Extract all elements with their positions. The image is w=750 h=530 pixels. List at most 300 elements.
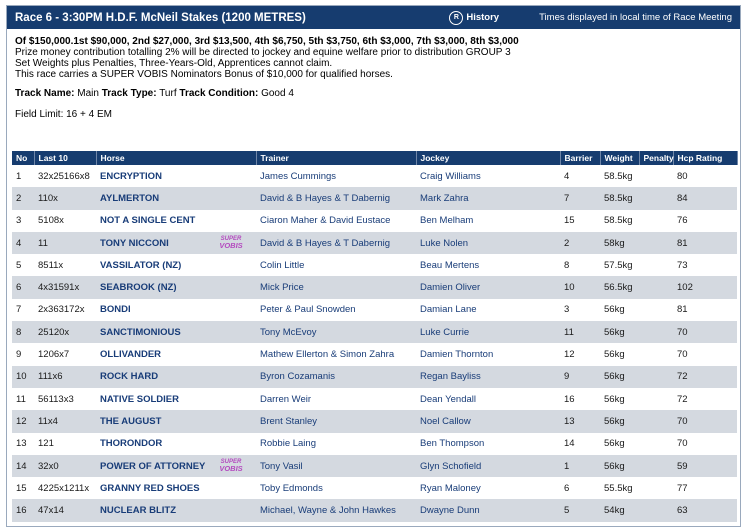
barrier-text: 13 [564,415,575,427]
barrier-text: 9 [564,371,570,383]
runner-number-text: 1 [16,170,22,182]
barrier [560,321,600,343]
horse-name-link-text: ROCK HARD [100,371,159,383]
horse-name-link[interactable] [96,210,256,232]
trainer-name-link[interactable] [256,477,416,499]
last-10-form-text: 1206x7 [38,349,70,361]
penalty [639,276,673,298]
runner-number [12,254,34,276]
vobis-line: VOBIS [219,241,243,251]
jockey-name-link[interactable] [416,433,560,455]
horse-name-link-text: NOT A SINGLE CENT [100,215,196,227]
horse-name-link[interactable] [96,187,256,209]
hcp-rating-text: 76 [677,215,688,227]
jockey-name-link[interactable] [416,410,560,432]
last-10-form [34,410,96,432]
hcp-rating-text: 102 [677,282,693,294]
weight [600,187,639,209]
hcp-rating-text: 70 [677,349,688,361]
hcp-rating [673,388,737,410]
trainer-name-link[interactable] [256,232,416,254]
hcp-rating [673,321,737,343]
hcp-rating-text: 73 [677,259,688,271]
jockey-name-link[interactable] [416,366,560,388]
weight [600,366,639,388]
barrier [560,433,600,455]
weight-text: 56.5kg [604,282,633,294]
penalty [639,366,673,388]
race-info [7,29,740,120]
col-header-horse[interactable]: Horse [96,151,256,165]
barrier [560,366,600,388]
horse-name-link[interactable] [96,165,256,187]
prize-money: Of $150,000.1st $90,000, 2nd $27,000, 3rd $13,500, 4th $6,750, 5th $3,750, 6th $3,000, 7th $3,000, 8th $3,000 [15,36,519,47]
last-10-form [34,276,96,298]
barrier [560,299,600,321]
runner-number-text: 3 [16,215,22,227]
jockey-name-link[interactable] [416,299,560,321]
table-row[interactable] [12,299,737,321]
barrier-text: 11 [564,326,574,338]
barrier [560,187,600,209]
hcp-rating-text: 81 [677,237,688,249]
trainer-name-link[interactable] [256,187,416,209]
trainer-name-link[interactable] [256,433,416,455]
weight-text: 57.5kg [604,259,633,271]
weight [600,210,639,232]
last-10-form [34,187,96,209]
vobis-line: SUPER [220,236,242,243]
weight [600,232,639,254]
weight [600,165,639,187]
runner-number-text: 2 [16,192,22,204]
trainer-name-link-text: Robbie Laing [260,438,316,450]
track-type-label: Track Type: [101,88,157,99]
trainer-name-link-text: Tony Vasil [260,460,303,472]
weight-text: 56kg [604,460,625,472]
table-row[interactable] [12,388,737,410]
table-row[interactable] [12,477,737,499]
last-10-form-text: 47x14 [38,505,64,517]
trainer-name-link-text: David & B Hayes & T Dabernig [260,237,391,249]
trainer-name-link[interactable] [256,254,416,276]
hcp-rating [673,343,737,365]
jockey-name-link-text: Dean Yendall [420,393,476,405]
jockey-name-link[interactable] [416,477,560,499]
table-row[interactable] [12,366,737,388]
table-row[interactable] [12,232,737,254]
weight [600,388,639,410]
jockey-name-link-text: Damien Thornton [420,349,494,361]
history-button[interactable] [449,11,499,25]
barrier-text: 12 [564,349,575,361]
penalty [639,187,673,209]
jockey-name-link[interactable] [416,388,560,410]
last-10-form-text: 2x363172x [38,304,85,316]
runner-number [12,433,34,455]
last-10-form-text: 11x4 [38,415,58,427]
runner-number [12,366,34,388]
last-10-form-text: 32x0 [38,460,59,472]
horse-name-link[interactable] [96,477,256,499]
field-table [12,151,738,522]
hcp-rating [673,165,737,187]
barrier [560,388,600,410]
jockey-name-link[interactable] [416,499,560,521]
horse-name-link[interactable] [96,254,256,276]
local-time-note: Times displayed in local time of Race Meeting [539,12,732,23]
horse-name-link[interactable] [96,299,256,321]
runner-number [12,388,34,410]
barrier [560,477,600,499]
last-10-form-text: 8511x [38,259,64,271]
horse-name-link-text: AYLMERTON [100,192,160,204]
barrier [560,499,600,521]
barrier [560,455,600,477]
last-10-form [34,343,96,365]
last-10-form [34,165,96,187]
horse-name-link-text: THORONDOR [100,438,163,450]
trainer-name-link[interactable] [256,321,416,343]
last-10-form [34,210,96,232]
jockey-name-link-text: Regan Bayliss [420,371,481,383]
history-icon: R [449,11,463,25]
jockey-name-link-text: Beau Mertens [420,259,480,271]
hcp-rating-text: 59 [677,460,688,472]
trainer-name-link[interactable] [256,276,416,298]
last-10-form [34,366,96,388]
barrier-text: 1 [564,460,570,472]
barrier-text: 6 [564,482,570,494]
jockey-name-link-text: Luke Nolen [420,237,469,249]
jockey-name-link[interactable] [416,276,560,298]
penalty [639,477,673,499]
barrier-text: 14 [564,438,575,450]
penalty [639,499,673,521]
table-row[interactable] [12,276,737,298]
runner-number [12,455,34,477]
barrier-text: 5 [564,505,570,517]
hcp-rating [673,187,737,209]
runner-number-text: 10 [16,371,27,383]
hcp-rating [673,366,737,388]
hcp-rating [673,499,737,521]
hcp-rating [673,254,737,276]
barrier-text: 2 [564,237,570,249]
weight [600,477,639,499]
track-condition-label: Track Condition: [179,88,259,99]
penalty [639,321,673,343]
history-label: History [466,12,500,23]
jockey-name-link-text: Damian Lane [420,304,477,316]
race-panel [6,5,741,527]
table-row[interactable] [12,433,737,455]
penalty [639,455,673,477]
hcp-rating [673,433,737,455]
runner-number-text: 7 [16,304,22,316]
jockey-name-link[interactable] [416,187,560,209]
hcp-rating [673,232,737,254]
hcp-rating-text: 77 [677,482,688,494]
last-10-form-text: 110x [38,192,58,204]
hcp-rating-text: 80 [677,170,688,182]
barrier-text: 8 [564,259,570,271]
last-10-form [34,299,96,321]
weight-text: 56kg [604,326,625,338]
last-10-form-text: 25120x [38,326,70,338]
weight [600,299,639,321]
penalty [639,210,673,232]
runner-number-text: 11 [16,393,26,405]
col-header-weight[interactable]: Weight [600,151,639,165]
horse-name-link-text: NUCLEAR BLITZ [100,505,176,517]
jockey-name-link[interactable] [416,455,560,477]
horse-name-link[interactable] [96,388,256,410]
jockey-name-link[interactable] [416,165,560,187]
jockey-name-link[interactable] [416,232,560,254]
last-10-form [34,388,96,410]
last-10-form-text: 4x31591x [38,282,80,294]
race-conditions-line: This race carries a SUPER VOBIS Nominators Bonus of $10,000 for qualified horses. [15,69,393,80]
horse-name-link-text: OLLIVANDER [100,349,162,361]
runner-number-text: 8 [16,326,22,338]
jockey-name-link-text: Ben Melham [420,215,474,227]
runner-number-text: 12 [16,415,27,427]
barrier [560,165,600,187]
runner-number-text: 16 [16,505,27,517]
trainer-name-link-text: Colin Little [260,259,305,271]
penalty [639,232,673,254]
col-header-no[interactable]: No [12,151,34,165]
jockey-name-link-text: Damien Oliver [420,282,481,294]
horse-name-link-text: ENCRYPTION [100,170,162,182]
barrier [560,410,600,432]
horse-name-link[interactable] [96,276,256,298]
horse-name-link-text: VASSILATOR (NZ) [100,259,182,271]
last-10-form [34,499,96,521]
col-header-penalty[interactable]: Penalty [639,151,673,165]
table-row[interactable] [12,254,737,276]
track-name-label: Track Name: [15,88,75,99]
trainer-name-link[interactable] [256,165,416,187]
last-10-form [34,254,96,276]
track-name: Main [77,88,99,99]
runner-number-text: 4 [16,237,22,249]
weight-text: 56kg [604,304,625,316]
last-10-form-text: 5108x [38,215,64,227]
runner-number [12,165,34,187]
hcp-rating [673,410,737,432]
runner-number [12,321,34,343]
super-vobis-logo-icon [212,236,250,250]
jockey-name-link-text: Dwayne Dunn [420,505,480,517]
weight-text: 56kg [604,438,625,450]
col-header-hcp[interactable]: Hcp Rating [673,151,737,165]
last-10-form-text: 11 [38,237,48,249]
table-row[interactable] [12,165,737,187]
horse-name-link[interactable] [96,433,256,455]
trainer-name-link-text: Byron Cozamanis [260,371,335,383]
horse-name-link-text: SANCTIMONIOUS [100,326,181,338]
barrier [560,254,600,276]
last-10-form-text: 56113x3 [38,393,74,405]
hcp-rating-text: 81 [677,304,688,316]
trainer-name-link[interactable] [256,343,416,365]
jockey-name-link[interactable] [416,343,560,365]
barrier-text: 10 [564,282,575,294]
weight-text: 58.5kg [604,170,633,182]
trainer-name-link[interactable] [256,455,416,477]
runner-number [12,477,34,499]
jockey-name-link[interactable] [416,210,560,232]
barrier-text: 3 [564,304,570,316]
track-details [15,88,732,99]
runner-number [12,299,34,321]
horse-name-link-text: BONDI [100,304,131,316]
horse-name-link[interactable] [96,366,256,388]
table-header-row [12,151,737,165]
runner-number [12,410,34,432]
weight-text: 56kg [604,371,625,383]
jockey-name-link[interactable] [416,254,560,276]
horse-name-link[interactable] [96,321,256,343]
runner-number [12,343,34,365]
col-header-barrier[interactable]: Barrier [560,151,600,165]
hcp-rating-text: 70 [677,415,688,427]
weight-text: 58.5kg [604,192,633,204]
race-conditions-line: Prize money contribution totalling 2% will be directed to jockey and equine welfare prior to distribution GROUP 3 [15,47,511,58]
track-condition: Good 4 [261,88,294,99]
last-10-form [34,433,96,455]
col-header-trainer[interactable]: Trainer [256,151,416,165]
weight [600,499,639,521]
trainer-name-link[interactable] [256,499,416,521]
table-row[interactable] [12,410,737,432]
penalty [639,299,673,321]
trainer-name-link[interactable] [256,299,416,321]
penalty [639,410,673,432]
barrier [560,210,600,232]
table-row[interactable] [12,321,737,343]
weight [600,254,639,276]
weight-text: 58kg [604,237,625,249]
hcp-rating [673,210,737,232]
weight-text: 56kg [604,349,625,361]
weight-text: 55.5kg [604,482,633,494]
barrier [560,232,600,254]
jockey-name-link-text: Ryan Maloney [420,482,481,494]
jockey-name-link-text: Glyn Schofield [420,460,482,472]
runner-number-text: 6 [16,282,22,294]
barrier [560,276,600,298]
weight [600,343,639,365]
super-vobis-logo-icon [212,459,250,473]
last-10-form [34,477,96,499]
hcp-rating [673,299,737,321]
runner-number-text: 9 [16,349,22,361]
barrier-text: 4 [564,170,570,182]
last-10-form-text: 4225x1211x [38,482,90,494]
table-row[interactable] [12,210,737,232]
trainer-name-link-text: Ciaron Maher & David Eustace [260,215,391,227]
jockey-name-link-text: Mark Zahra [420,192,469,204]
field-limit: Field Limit: 16 + 4 EM [15,109,112,120]
jockey-name-link-text: Luke Currie [420,326,470,338]
horse-name-link[interactable] [96,410,256,432]
last-10-form-text: 111x6 [38,371,63,383]
col-header-last10[interactable]: Last 10 [34,151,96,165]
runner-number [12,187,34,209]
hcp-rating-text: 72 [677,371,688,383]
horse-name-link[interactable] [96,455,256,477]
trainer-name-link-text: Darren Weir [260,393,312,405]
jockey-name-link[interactable] [416,321,560,343]
weight [600,455,639,477]
penalty [639,388,673,410]
trainer-name-link[interactable] [256,388,416,410]
trainer-name-link-text: Mathew Ellerton & Simon Zahra [260,349,395,361]
trainer-name-link-text: James Cummings [260,170,337,182]
runner-number [12,232,34,254]
table-row[interactable] [12,499,737,521]
vobis-line: VOBIS [219,464,243,473]
weight [600,410,639,432]
table-row[interactable] [12,343,737,365]
runner-number [12,210,34,232]
horse-name-link[interactable] [96,499,256,521]
race-title: Race 6 - 3:30PM H.D.F. McNeil Stakes (1200 METRES) [15,11,306,24]
runner-number-text: 13 [16,438,27,450]
hcp-rating-text: 70 [677,326,688,338]
weight-text: 56kg [604,393,625,405]
weight [600,321,639,343]
last-10-form [34,321,96,343]
jockey-name-link-text: Noel Callow [420,415,471,427]
runner-number [12,276,34,298]
horse-name-link-text: NATIVE SOLDIER [100,393,179,405]
col-header-jockey[interactable]: Jockey [416,151,560,165]
runner-number-text: 15 [16,482,27,494]
trainer-name-link[interactable] [256,210,416,232]
runner-number-text: 5 [16,259,22,271]
weight-text: 54kg [604,505,625,517]
trainer-name-link[interactable] [256,366,416,388]
jockey-name-link-text: Craig Williams [420,170,481,182]
barrier [560,343,600,365]
table-row[interactable] [12,455,737,477]
horse-name-link[interactable] [96,343,256,365]
table-row[interactable] [12,187,737,209]
horse-name-link-text: SEABROOK (NZ) [100,282,177,294]
trainer-name-link-text: Tony McEvoy [260,326,317,338]
penalty [639,433,673,455]
horse-name-link[interactable] [96,232,256,254]
runner-number [12,499,34,521]
trainer-name-link-text: Mick Price [260,282,304,294]
trainer-name-link-text: Peter & Paul Snowden [260,304,356,316]
trainer-name-link[interactable] [256,410,416,432]
weight-text: 56kg [604,415,625,427]
barrier-text: 16 [564,393,575,405]
hcp-rating [673,455,737,477]
race-header [7,6,740,29]
horse-name-link-text: POWER OF ATTORNEY [100,460,206,472]
trainer-name-link-text: Brent Stanley [260,415,318,427]
penalty [639,343,673,365]
hcp-rating [673,276,737,298]
last-10-form-text: 121 [38,438,54,450]
weight [600,433,639,455]
